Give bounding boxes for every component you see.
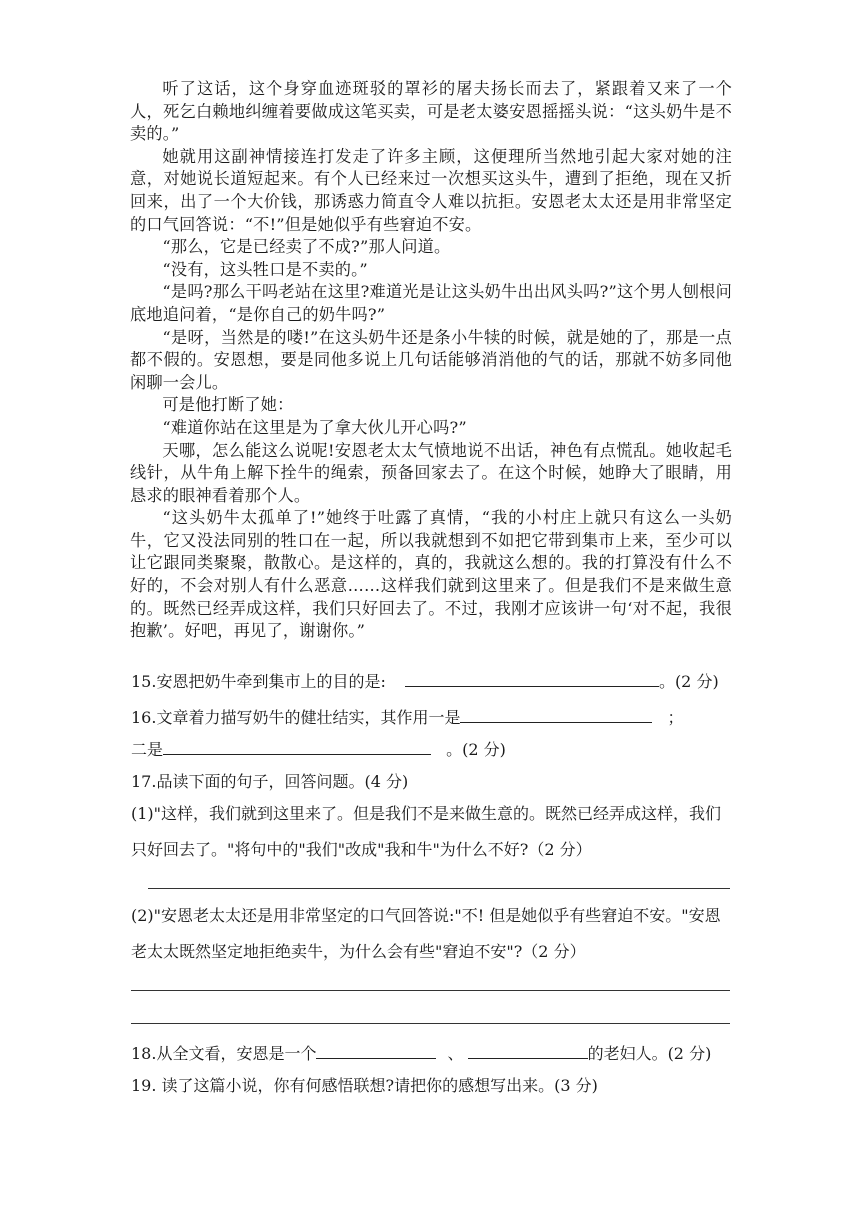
story-passage — [130, 78, 732, 643]
question-17 — [131, 772, 408, 792]
answer-blank-16b[interactable] — [163, 738, 431, 755]
answer-line-17-2a[interactable] — [131, 990, 730, 991]
paragraph: “那么，它是已经卖了不成?”那人问道。 — [162, 237, 451, 257]
question-16-tail: 。(2 分) — [446, 740, 506, 759]
paragraph: “是吗?那么干吗老站在这里?难道光是让这头奶牛出出风头吗?”这个男人刨根问底地追问着，“是你自己的奶牛吗?” — [130, 282, 732, 324]
paragraph: “难道你站在这里是为了拿大伙儿开心吗?” — [162, 417, 467, 437]
question-17-text: 17.品读下面的句子，回答问题。(4 分) — [131, 772, 409, 791]
question-18-tail: 的老妇人。(2 分) — [587, 1044, 712, 1063]
question-16 — [131, 706, 684, 728]
question-16-line2-text: 二是 — [131, 740, 164, 759]
question-17-sub1: (1)"这样，我们就到这里来了。但是我们不是来做生意的。既然已经弄成这样，我们只好回去了。"将句中的"我们"改成"我和牛"为什么不好?（2 分） — [131, 804, 722, 859]
paragraph: 天哪，怎么能这么说呢!安恩老太太气愤地说不出话，神色有点慌乱。她收起毛线针，从牛角上解下拴牛的绳索，预备回家去了。在这个时候，她睁大了眼睛，用恳求的眼神看着那个人。 — [130, 440, 732, 505]
paragraph: 她就用这副神情接连打发走了许多主顾，这便理所当然地引起大家对她的注意，对她说长道短起来。有个人已经来过一次想买这头牛，遭到了拒绝，现在又折回来，出了一个大价钱，那诱惑力简直令人难以抗拒。安恩老太太还是用非常坚定的口气回答说：“不!”但是她似乎有些窘迫不安。 — [130, 146, 732, 234]
answer-blank-18a[interactable] — [316, 1042, 436, 1059]
paragraph: “没有，这头牲口是不卖的。” — [162, 259, 368, 279]
question-18 — [131, 1042, 711, 1064]
question-18-separator: 、 — [447, 1044, 464, 1063]
answer-blank-16a[interactable] — [460, 706, 652, 723]
paragraph: “这头奶牛太孤单了!”她终于吐露了真情，“我的小村庄上就只有这么一头奶牛，它又没法同别的牲口在一起，所以我就想到不如把它带到集市上来，至少可以让它跟同类聚聚，散散心。是这样的，真的，我就这么想的。我的打算没有什么不好的，不会对别人有什么恶意……这样我们就到这里来了。但是我们不是来做生意的。既然已经弄成这样，我们只好回去了。不过，我刚才应该讲一句‘对不起，我很抱歉’。好吧，再见了，谢谢你。” — [130, 508, 732, 641]
question-16-separator: ； — [667, 708, 684, 727]
answer-blank-18b[interactable] — [468, 1042, 588, 1059]
question-19-text: 19. 读了这篇小说，你有何感悟联想?请把你的感想写出来。(3 分) — [131, 1076, 598, 1095]
paragraph: 可是他打断了她： — [162, 395, 294, 415]
question-15-tail: 。(2 分) — [658, 672, 719, 691]
question-15-text: 15.安恩把奶牛牵到集市上的目的是: — [131, 672, 386, 691]
paragraph: 听了这话，这个身穿血迹斑驳的罩衫的屠夫扬长而去了，紧跟着又来了一个人，死乞白赖地纠缠着要做成这笔买卖，可是老太婆安恩摇摇头说：“这头奶牛是不卖的。” — [130, 79, 732, 144]
question-16-text: 16.文章着力描写奶牛的健壮结实，其作用一是 — [131, 708, 461, 727]
answer-line-17-2b[interactable] — [131, 1023, 730, 1024]
question-16-line2 — [131, 738, 506, 760]
question-18-text: 18.从全文看，安恩是一个 — [131, 1044, 317, 1063]
paragraph: “是呀，当然是的喽!”在这头奶牛还是条小牛犊的时候，就是她的了，那是一点都不假的。安恩想，要是同他多说上几句话能够消消他的气的话，那就不妨多同他闲聊一会儿。 — [130, 327, 732, 392]
question-17-sub2: (2)"安恩老太太还是用非常坚定的口气回答说:"不! 但是她似乎有些窘迫不安。"安恩老太太既然坚定地拒绝卖牛，为什么会有些"窘迫不安"?（2 分） — [131, 906, 721, 961]
answer-line-17-1[interactable] — [148, 888, 730, 889]
question-19 — [131, 1076, 598, 1096]
question-15 — [131, 670, 719, 692]
answer-blank-15[interactable] — [405, 670, 659, 687]
